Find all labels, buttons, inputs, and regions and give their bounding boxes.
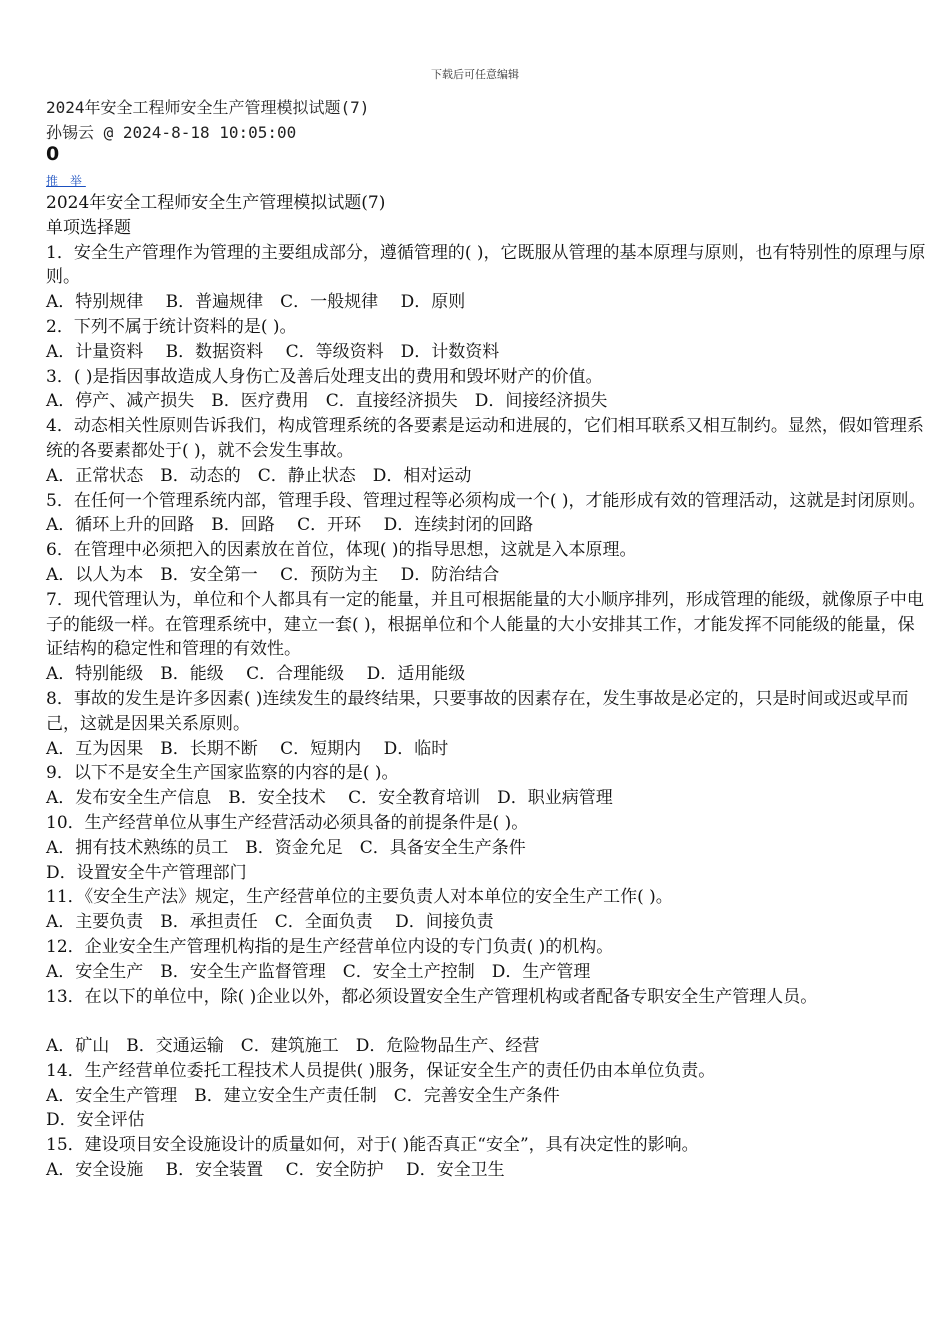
question-2: 2．下列不属于统计资料的是( )。 (46, 316, 297, 337)
question-8: 8．事故的发生是许多因素( )连续发生的最终结果，只要事故的因素存在，发生事故是必定的，只是时间或迟或早而己，这就是因果关系原则。 (46, 688, 909, 734)
document-body (46, 191, 926, 1183)
recommend-link[interactable]: 推 举 (46, 174, 86, 188)
post-title: 2024年安全工程师安全生产管理模拟试题(7) (46, 98, 370, 117)
document-title: 2024年安全工程师安全生产管理模拟试题(7) (46, 193, 386, 213)
header-note: 下载后可任意编辑 (431, 68, 519, 81)
options-15: A．安全设施 B．安全装置 C．安全防护 D．安全卫生 (46, 1160, 505, 1181)
options-9: A．发布安全生产信息 B．安全技术 C．安全教育培训 D．职业病管理 (46, 788, 613, 809)
question-12: 12．企业安全生产管理机构指的是生产经营单位内设的专门负责( )的机构。 (46, 936, 614, 957)
options-12: A．安全生产 B．安全生产监督管理 C．安全土产控制 D．生产管理 (46, 961, 591, 982)
options-10: A．拥有技术熟练的员工 B．资金允足 C．具备安全生产条件 (46, 837, 526, 858)
options-14-d: D．安全评估 (46, 1110, 145, 1131)
question-11: 11．《安全生产法》规定，生产经营单位的主要负责人对本单位的安全生产工作( )。 (46, 887, 673, 908)
options-6: A．以人为本 B．安全第一 C．预防为主 D．防治结合 (46, 564, 500, 585)
question-13: 13．在以下的单位中，除( )企业以外，都必须设置安全生产管理机构或者配备专职安全生产管理人员。 (46, 986, 818, 1007)
question-15: 15．建设项目安全设施设计的质量如何，对于( )能否真正“安全”，具有决定性的影响。 (46, 1135, 699, 1156)
options-13: A．矿山 B．交通运输 C．建筑施工 D．危险物品生产、经营 (46, 1036, 540, 1057)
recommend-count: 0 (46, 143, 60, 165)
post-author-line: 孙锡云 @ 2024-8-18 10:05:00 (46, 123, 297, 142)
question-3: 3．( )是指因事故造成人身伤亡及善后处理支出的费用和毁坏财产的价值。 (46, 366, 603, 387)
section-heading: 单项选择题 (46, 217, 131, 238)
question-1: 1．安全生产管理作为管理的主要组成部分，遵循管理的( )，它既服从管理的基本原理与原则，也有特别性的原理与原则。 (46, 242, 926, 288)
options-11: A．主要负责 B．承担责任 C．全面负责 D．间接负责 (46, 912, 494, 933)
blank-line (46, 1009, 926, 1034)
question-9: 9．以下不是安全生产国家监察的内容的是( )。 (46, 763, 399, 784)
options-4: A．正常状态 B．动态的 C．静止状态 D．相对运动 (46, 465, 472, 486)
options-10-d: D．设置安全牛产管理部门 (46, 862, 247, 883)
options-7: A．特别能级 B．能级 C．合理能级 D．适用能级 (46, 664, 466, 685)
question-14: 14．生产经营单位委托工程技术人员提供( )服务，保证安全生产的责任仍由本单位负责。 (46, 1060, 716, 1081)
question-7: 7．现代管理认为，单位和个人都具有一定的能量，并且可根据能量的大小顺序排列，形成管理的能级，就像原子中电子的能级一样。在管理系统中，建立一套( )，根据单位和个人能量的大小安排其工作，才能发挥不同能级的能量，保证结构的稳定性和管理的有效性。 (46, 589, 924, 660)
question-4: 4．动态相关性原则告诉我们，构成管理系统的各要素是运动和进展的，它们相耳联系又相互制约。显然，假如管理系统的各要素都处于( )，就不会发生事故。 (46, 416, 924, 461)
options-2: A．计量资料 B．数据资料 C．等级资料 D．计数资料 (46, 341, 500, 362)
question-6: 6．在管理中必须把入的因素放在首位，体现( )的指导思想，这就是入本原理。 (46, 540, 637, 561)
options-5: A．循环上升的回路 B．回路 C．开环 D．连续封闭的回路 (46, 515, 534, 536)
options-3: A．停产、减产损失 B．医疗费用 C．直接经济损失 D．间接经济损失 (46, 391, 608, 412)
question-10: 10．生产经营单位从事生产经营活动必须具备的前提条件是( )。 (46, 812, 529, 833)
question-5: 5．在任何一个管理系统内部，管理手段、管理过程等必须构成一个( )，才能形成有效的管理活动，这就是封闭原则。 (46, 490, 926, 511)
options-1: A．特别规律 B．普遍规律 C．一般规律 D．原则 (46, 292, 466, 313)
options-8: A．互为因果 B．长期不断 C．短期内 D．临时 (46, 738, 449, 759)
options-14: A．安全生产管理 B．建立安全生产责任制 C．完善安全生产条件 (46, 1085, 560, 1106)
